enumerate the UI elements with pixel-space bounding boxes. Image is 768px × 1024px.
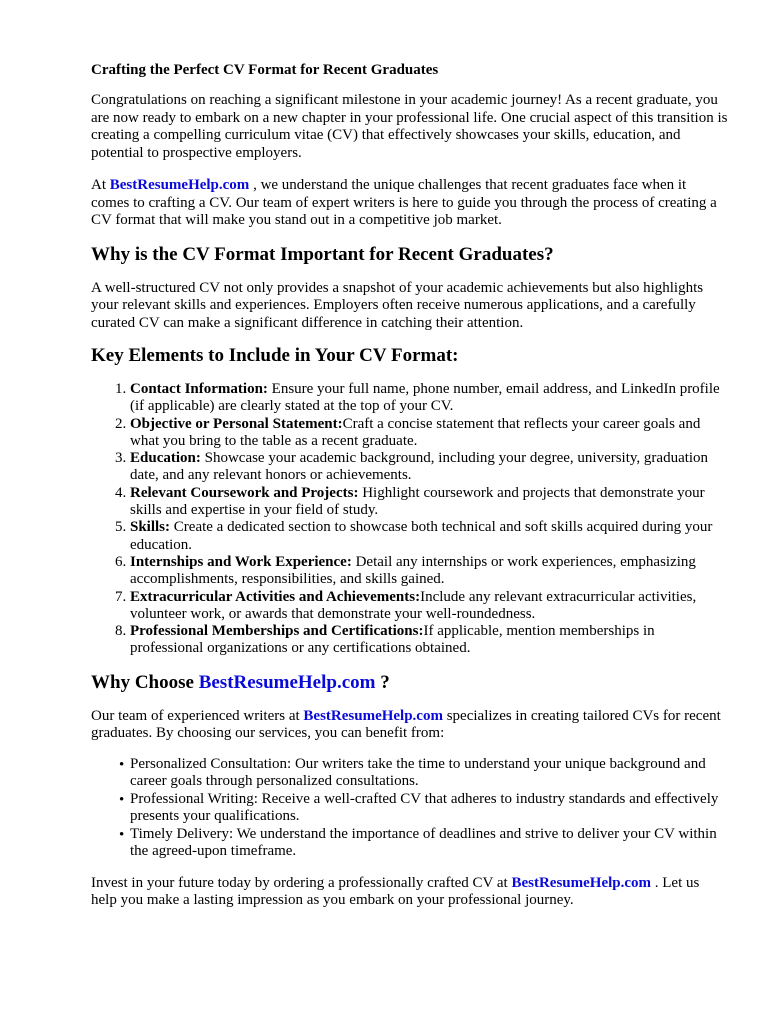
benefit-text: Personalized Consultation: Our writers take the time to understand your unique background and career goals through personalized consultations.: [130, 755, 706, 790]
team-suffix: specializes in creating tailored CVs for recent graduates. By choosing our services, you can benefit from:: [91, 707, 721, 742]
list-item-text: If applicable, mention memberships in professional organizations or any certifications obtained.: [130, 623, 655, 657]
company-intro-paragraph: [91, 177, 728, 230]
list-item-text: Highlight coursework and projects that demonstrate your skills and expertise in your field of study.: [130, 484, 705, 519]
benefits-list: [91, 756, 728, 861]
list-item-label: Objective or Personal Statement:: [130, 415, 343, 432]
team-prefix: Our team of experienced writers at: [91, 707, 304, 724]
team-paragraph: [91, 708, 728, 743]
list-item: [130, 450, 728, 485]
list-item-label: Extracurricular Activities and Achievements:: [130, 588, 421, 605]
closing-link[interactable]: BestResumeHelp.com: [511, 874, 652, 891]
why-choose-prefix: Why Choose: [91, 671, 199, 693]
list-item-text: Showcase your academic background, including your degree, university, graduation date, and any relevant honors or achievements.: [130, 450, 709, 484]
list-item: [119, 755, 728, 791]
list-item: [119, 825, 728, 861]
key-elements-heading: Key Elements to Include in Your CV Format:: [91, 345, 459, 366]
key-elements-list: [91, 381, 728, 658]
list-item-text: Craft a concise statement that reflects your career goals and what you bring to the table as a recent graduate.: [130, 415, 701, 449]
company-link[interactable]: BestResumeHelp.com: [109, 177, 250, 193]
intro-paragraph: Congratulations on reaching a significant milestone in your academic journey! As a recent graduate, you are now ready to embark on a new chapter in your professional life. One crucial aspect of this transition is creating a compelling curriculum vitae (CV) that effectively showcases your skills, education, and potential to prospective employers.: [91, 92, 728, 161]
list-item: [130, 519, 728, 554]
bullet-icon: •: [119, 756, 125, 773]
list-item-text: Detail any internships or work experiences, emphasizing accomplishments, responsibilities, and skills gained.: [130, 553, 696, 588]
why-important-paragraph: A well-structured CV not only provides a snapshot of your academic achievements but also highlights your relevant skills and experiences. Employers often receive numerous applications, and a carefully curated CV can make a significant difference in catching their attention.: [91, 279, 704, 331]
list-item: [130, 623, 728, 658]
team-link[interactable]: BestResumeHelp.com: [303, 707, 443, 724]
list-item: [130, 554, 728, 589]
why-important-heading: Why is the CV Format Important for Recent Graduates?: [91, 243, 554, 265]
document-title: Crafting the Perfect CV Format for Recent Graduates: [91, 62, 439, 78]
list-item-text: Create a dedicated section to showcase both technical and soft skills acquired during your education.: [130, 519, 713, 553]
list-item-text: Include any relevant extracurricular activities, volunteer work, or awards that demonstrate your well-roundedness.: [130, 588, 697, 622]
list-item-text: Ensure your full name, phone number, email address, and LinkedIn profile (if applicable) are clearly stated at the top of your CV.: [130, 381, 720, 415]
why-choose-heading: [91, 671, 728, 695]
list-item-label: Education:: [130, 450, 201, 467]
list-item-label: Skills:: [130, 519, 171, 536]
list-item-label: Relevant Coursework and Projects:: [130, 484, 359, 501]
list-item: [130, 416, 728, 451]
list-item: [130, 381, 728, 416]
list-item: [130, 485, 728, 520]
list-item: [130, 589, 728, 624]
company-intro-text: , we understand the unique challenges that recent graduates face when it comes to crafting a CV. Our team of expert writers is here to guide you through the process of creating a CV format that will make you stand out in a competitive job market.: [91, 177, 717, 228]
closing-paragraph: [91, 875, 728, 910]
closing-suffix: . Let us help you make a lasting impression as you embark on your professional journey.: [91, 874, 700, 909]
why-choose-suffix: ?: [375, 671, 390, 693]
list-item: [119, 790, 728, 826]
bullet-icon: •: [119, 791, 125, 808]
why-choose-link[interactable]: BestResumeHelp.com: [198, 671, 376, 693]
benefit-text: Professional Writing: Receive a well-crafted CV that adheres to industry standards and effectively presents your qualifications.: [130, 790, 719, 825]
bullet-icon: •: [119, 826, 125, 843]
list-item-label: Internships and Work Experience:: [130, 553, 352, 570]
list-item-label: Contact Information:: [130, 381, 268, 397]
benefit-text: Timely Delivery: We understand the importance of deadlines and strive to deliver your CV within the agreed-upon timeframe.: [130, 825, 717, 860]
list-item-label: Professional Memberships and Certifications:: [130, 623, 424, 640]
closing-prefix: Invest in your future today by ordering a professionally crafted CV at: [91, 874, 512, 891]
company-intro-prefix: At: [91, 177, 110, 193]
